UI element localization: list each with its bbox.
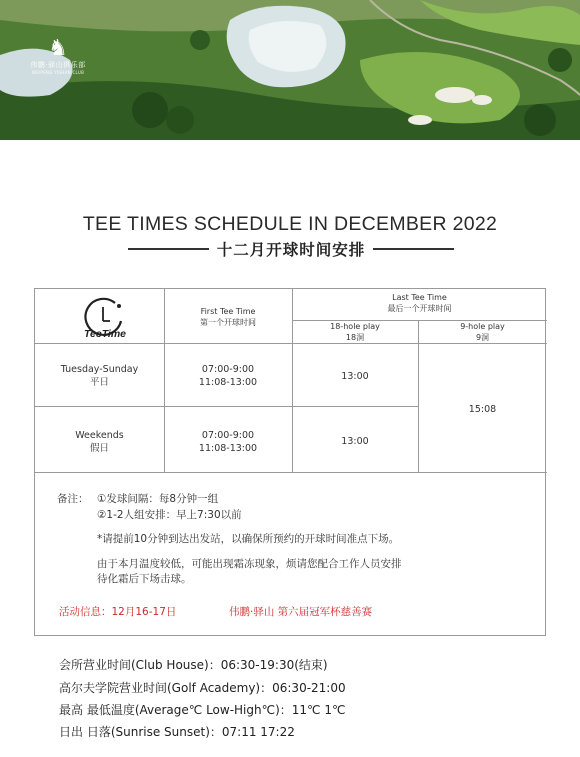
row-label-cn: 假日 (89, 443, 109, 454)
last9-merged-cell: 15:08 (468, 404, 497, 415)
table-row-weekend-last18: 13:00 (341, 436, 369, 447)
academy-hours: 高尔夫学院营业时间(Golf Academy)：06:30-21:00 (59, 681, 346, 695)
hole9-cn: 9洞 (475, 333, 490, 342)
logo-name-en: WEIPENG YISHAN CLUB (31, 70, 85, 75)
hole18-en: 18-hole play (330, 322, 380, 331)
title-divider-right (373, 248, 454, 250)
table-row-weekday-label (35, 363, 164, 389)
first-tee-time: 07:00-9:00 (201, 430, 255, 441)
hole18-header (292, 321, 418, 343)
horse-logo-icon: ♞ (48, 36, 68, 61)
page-title-cn: 十二月开球时间安排 (216, 241, 366, 259)
row-label-en: Tuesday-Sunday (60, 364, 139, 375)
page-title-en: TEE TIMES SCHEDULE IN DECEMBER 2022 (82, 213, 498, 235)
last-tee-en: Last Tee Time (392, 293, 447, 302)
row-label-cn: 平日 (89, 377, 109, 388)
hole9-en: 9-hole play (460, 322, 505, 331)
first-tee-time: 07:00-9:00 (201, 364, 255, 375)
notes-label: 备注： (57, 493, 89, 505)
clock-icon (79, 297, 129, 341)
note-item-4a: 由于本月温度较低，可能出现霜冻现象，烦请您配合工作人员安排 (97, 558, 402, 570)
grid-line (35, 406, 418, 407)
event-name: 伟鹏·驿山 第六届冠军杯慈善赛 (229, 606, 373, 618)
grid-line (35, 472, 547, 473)
clock-label: TeeTime (84, 328, 127, 340)
table-row-weekend-label (35, 429, 164, 455)
grid-line (35, 343, 547, 344)
hole18-cn: 18洞 (345, 333, 365, 342)
note-item-1: ①发球间隔：每8分钟一组 (97, 493, 219, 505)
note-item-4b: 待化霜后下场击球。 (97, 573, 192, 585)
first-tee-time: 11:08-13:00 (198, 443, 258, 454)
table-row-weekend-first (164, 429, 292, 455)
event-info-label: 活动信息：12月16-17日 (59, 606, 177, 618)
first-tee-cn: 第一个开球时间 (200, 318, 256, 327)
hole9-header (418, 321, 547, 343)
table-row-weekday-first (164, 363, 292, 389)
last-tee-header (292, 292, 547, 314)
club-logo (28, 38, 88, 76)
first-tee-header (164, 306, 292, 328)
last-tee-cn: 最后一个开球时间 (387, 304, 452, 313)
tee-times-table (34, 288, 546, 636)
temperature-info: 最高 最低温度(Average℃ Low-High℃)：11℃ 1℃ (59, 703, 346, 717)
header-banner-image (0, 0, 580, 140)
clubhouse-hours: 会所营业时间(Club House)：06:30-19:30(结束) (59, 658, 328, 672)
note-item-3: *请提前10分钟到达出发站，以确保所预约的开球时间准点下场。 (97, 533, 400, 545)
row-label-en: Weekends (75, 430, 124, 441)
sunrise-sunset-info: 日出 日落(Sunrise Sunset)：07:11 17:22 (59, 725, 295, 739)
page-title-cn-row (128, 238, 454, 260)
note-item-2: ②1-2人组安排：早上7:30以前 (97, 509, 242, 521)
first-tee-time: 11:08-13:00 (198, 377, 258, 388)
title-divider-left (128, 248, 209, 250)
table-row-weekday-last18: 13:00 (341, 371, 369, 382)
logo-name-cn: 伟鹏·驿山俱乐部 (30, 61, 86, 69)
first-tee-en: First Tee Time (200, 307, 256, 316)
